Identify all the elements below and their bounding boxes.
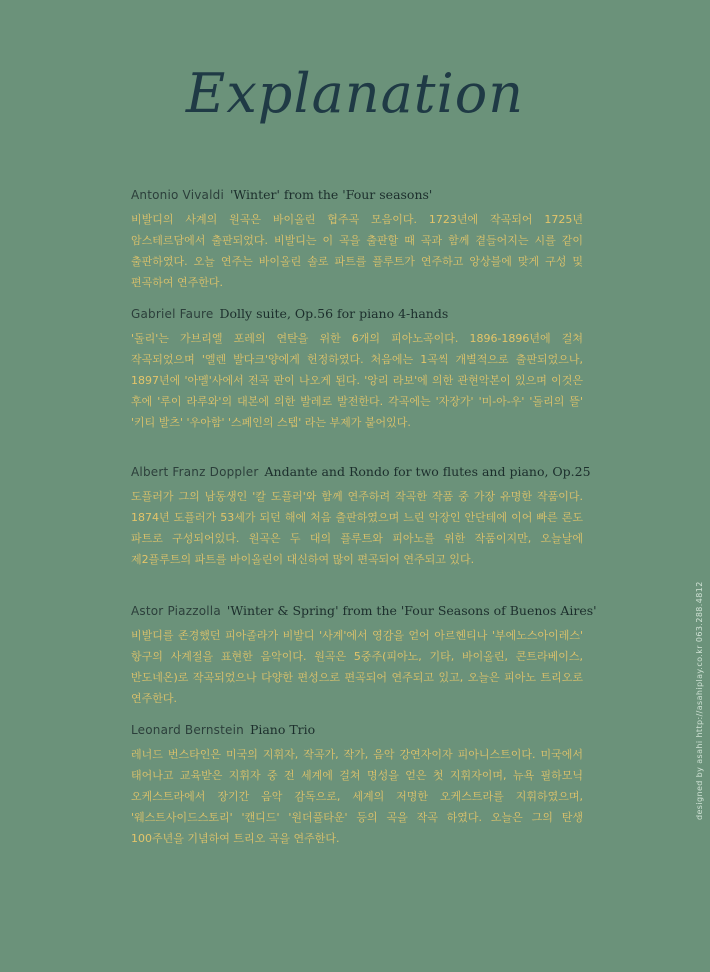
program-note: 비발디를 존경했던 피아졸라가 비발디 '사계'에서 영감을 얻어 아르헨티나 '부에노스아이레스' 항구의 사계절을 표현한 음악이다. 원곡은 5중주(피아노, 기타, 바이올린, 콘트라베이스, 반도네온)로 작곡되었으나 다양한 편성으로 편곡되어 연주되고 있고, 오늘은 피아노 트리오로 연주한다. [131,629,583,705]
work-title: 'Winter' from the 'Four seasons' [229,187,433,202]
section-heading [131,600,597,621]
composer-name: Leonard Bernstein [131,723,244,737]
program-note: '돌리'는 가브리엘 포레의 연탄을 위한 6개의 피아노곡이다. 1896-1896년에 걸쳐 작곡되었으며 '엘렌 발다크'양에게 헌정하였다. 처음에는 1곡씩 개별적으로 출판되었으나, 1897년에 '아멜'사에서 전곡 판이 나오게 된다. '앙리 라보'에 의한 관현악본이 있으며 이것은 후에 '루이 라루와'의 대본에 의한 발레로 발전한다. 각곡에는 '자장가' '미-아-우' '돌리의 뜰' '키티 발츠' '우아함' '스페인의 스텝' 라는 부제가 붙어있다. [131,332,583,429]
composer-name: Albert Franz Doppler [131,465,259,479]
composer-name: Astor Piazzolla [131,604,221,618]
designer-credit: designed by asahi http://asahiplay.co.kr 063.288.4812 [695,581,704,820]
program-note: 레너드 번스타인은 미국의 지휘자, 작곡가, 작가, 음악 강연자이자 피아니스트이다. 미국에서 태어나고 교육받은 지휘자 중 전 세계에 걸쳐 명성을 얻은 첫 지휘자이며, 뉴욕 필하모닉 오케스트라에서 장기간 음악 감독으로, 세계의 저명한 오케스트라를 지휘하였으며, '웨스트사이드스토리' '캔디드' '원더풀타운' 등의 곡을 작곡 하였다. 오늘은 그의 탄생 100주년을 기념하여 트리오 곡을 연주한다. [131,748,583,845]
composer-name: Gabriel Faure [131,307,214,321]
program-section-vivaldi [131,184,583,293]
work-title: Piano Trio [249,722,316,737]
program-section-doppler [131,461,591,570]
program-note: 도플러가 그의 남동생인 '칼 도플러'와 함께 연주하려 작곡한 작품 중 가장 유명한 작품이다. 1874년 도플러가 53세가 되던 해에 처음 출판하였으며 느린 악장인 안단테에 이어 빠른 론도 파트로 구성되어있다. 원곡은 두 대의 플루트와 피아노를 위한 작품이지만, 오늘날에 제2플루트의 파트를 바이올린이 대신하여 많이 편곡되어 연주되고 있다. [131,490,583,566]
program-section-piazzolla [131,600,597,709]
program-note: 비발디의 사계의 원곡은 바이올린 협주곡 모음이다. 1723년에 작곡되어 1725년 암스테르담에서 출판되었다. 비발디는 이 곡을 출판할 때 곡과 함께 곁들어지는 시를 같이 출판하였다. 오늘 연주는 바이올린 솔로 파트를 플루트가 연주하고 앙상블에 맞게 구성 및 편곡하여 연주한다. [131,213,583,289]
work-title: Andante and Rondo for two flutes and piano, Op.25 [264,464,591,479]
work-title: Dolly suite, Op.56 for piano 4-hands [219,306,449,321]
work-title: 'Winter & Spring' from the 'Four Seasons of Buenos Aires' [226,603,597,618]
program-section-faure [131,303,583,433]
section-heading [131,719,583,740]
section-heading [131,184,583,205]
program-section-bernstein [131,719,583,849]
section-heading [131,461,591,482]
section-heading [131,303,583,324]
composer-name: Antonio Vivaldi [131,188,224,202]
page-title: Explanation [185,62,525,125]
